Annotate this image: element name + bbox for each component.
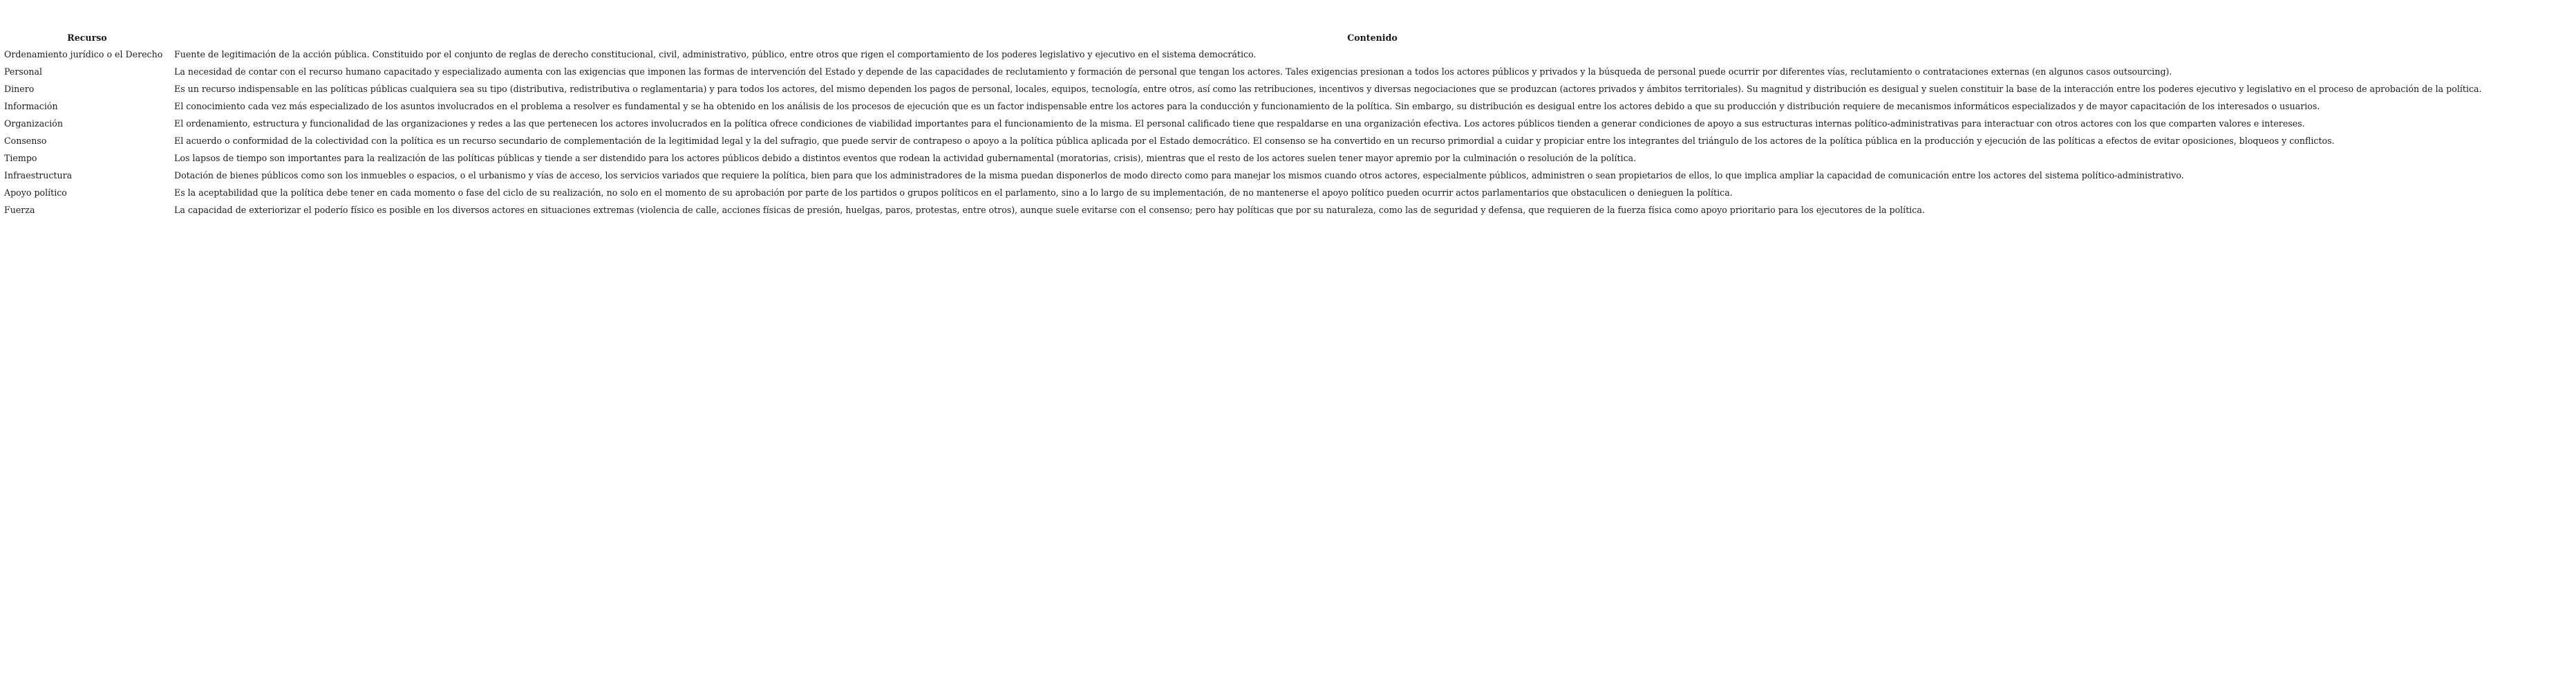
document-page	[3, 30, 2573, 219]
table-row	[3, 46, 2573, 63]
table-row	[3, 201, 2573, 219]
resource-name: Organización	[4, 118, 63, 129]
header-row	[3, 30, 2573, 46]
resource-content: Dotación de bienes públicos como son los inmuebles o espacios, o el urbanismo y vías de acceso, los servicios variados que requiere la política, bien para que los administradores de la misma puedan disponerlos de modo directo como para manejar los mismos cuando otros actores, especialmente públicos, administren o sean propietarios de ellos, lo que implica ampliar la capacidad de comunicación entre los actores del sistema político-administrativo.	[174, 170, 2184, 181]
table-row	[3, 63, 2573, 80]
resource-content: El conocimiento cada vez más especializado de los asuntos involucrados en el problema a resolver es fundamental y se ha obtenido en los análisis de los procesos de ejecución que es un factor indispensable entre los actores para la conducción y funcionamiento de la política. Sin embargo, su distribución es desigual entre los actores debido a que su producción y distribución requiere de mecanismos informáticos especializados y de mayor capacitación de los interesados o usuarios.	[174, 101, 2320, 111]
table-body	[3, 46, 2573, 219]
header-recurso: Recurso	[67, 33, 107, 43]
table-row	[3, 167, 2573, 184]
table-row	[3, 80, 2573, 98]
resource-content: Es un recurso indispensable en las políticas públicas cualquiera sea su tipo (distributiva, redistributiva o reglamentaria) y para todos los actores, del mismo dependen los pagos de personal, locales, equipos, tecnología, entre otros, así como las retribuciones, incentivos y diversas negociaciones que se produzcan (actores privados y ámbitos territoriales). Su magnitud y distribución es desigual y suelen constituir la base de la interacción entre los poderes ejecutivo y legislativo en el proceso de aprobación de la política.	[174, 84, 2482, 94]
resource-content: La necesidad de contar con el recurso humano capacitado y especializado aumenta con las exigencias que imponen las formas de intervención del Estado y depende de las capacidades de reclutamiento y formación de personal que tengan los actores. Tales exigencias presionan a todos los actores públicos y privados y la búsqueda de personal puede ocurrir por diferentes vías, reclutamiento o contrataciones externas (en algunos casos outsourcing).	[174, 66, 2172, 77]
resource-content: El acuerdo o conformidad de la colectividad con la política es un recurso secundario de complementación de la legitimidad legal y la del sufragio, que puede servir de contrapeso o apoyo a la política pública aplicada por el Estado democrático. El consenso se ha convertido en un recurso primordial a cuidar y propiciar entre los integrantes del triángulo de los actores de la política pública en la producción y ejecución de las políticas a efectos de evitar oposiciones, bloqueos y conflictos.	[174, 136, 2335, 146]
resource-name: Tiempo	[4, 153, 37, 163]
resource-name: Personal	[4, 66, 43, 77]
table-row	[3, 98, 2573, 115]
table-row	[3, 184, 2573, 201]
header-contenido: Contenido	[1347, 33, 1398, 43]
resource-content: La capacidad de exteriorizar el poderío físico es posible en los diversos actores en situaciones extremas (violencia de calle, acciones físicas de presión, huelgas, paros, protestas, entre otros), aunque suele evitarse con el consenso; pero hay políticas que por su naturaleza, como las de seguridad y defensa, que requieren de la fuerza física como apoyo prioritario para los ejecutores de la política.	[174, 205, 1925, 215]
resource-name: Información	[4, 101, 58, 111]
table-row	[3, 115, 2573, 132]
table-row	[3, 149, 2573, 167]
resource-name: Ordenamiento jurídico o el Derecho	[4, 49, 163, 59]
resources-table	[3, 30, 2573, 219]
resource-name: Dinero	[4, 84, 35, 94]
resource-content: Los lapsos de tiempo son importantes para la realización de las políticas públicas y tiende a ser distendido para los actores públicos debido a distintos eventos que rodean la actividad gubernamental (moratorias, crisis), mientras que el resto de los actores suelen tener mayor apremio por la culminación o resolución de la política.	[174, 153, 1637, 163]
resource-name: Apoyo político	[4, 187, 67, 198]
resource-content: Es la aceptabilidad que la política debe tener en cada momento o fase del ciclo de su realización, no solo en el momento de su aprobación por parte de los partidos o grupos políticos en el parlamento, sino a lo largo de su implementación, de no mantenerse el apoyo político pueden ocurrir actos parlamentarios que obstaculicen o denieguen la política.	[174, 187, 1733, 198]
table-row	[3, 132, 2573, 149]
resource-name: Fuerza	[4, 205, 35, 215]
resource-content: Fuente de legitimación de la acción pública. Constituido por el conjunto de reglas de derecho constitucional, civil, administrativo, público, entre otros que rigen el comportamiento de los poderes legislativo y ejecutivo en el sistema democrático.	[174, 49, 1257, 59]
resource-name: Consenso	[4, 136, 47, 146]
resource-content: El ordenamiento, estructura y funcionalidad de las organizaciones y redes a las que pertenecen los actores involucrados en la política ofrece condiciones de viabilidad importantes para el funcionamiento de la misma. El personal calificado tiene que respaldarse en una organización efectiva. Los actores públicos tienden a generar condiciones de apoyo a sus estructuras internas político-administrativas para interactuar con otros actores con los que comparten valores e intereses.	[174, 118, 2305, 129]
resource-name: Infraestructura	[4, 170, 73, 181]
table-header	[3, 30, 2573, 46]
